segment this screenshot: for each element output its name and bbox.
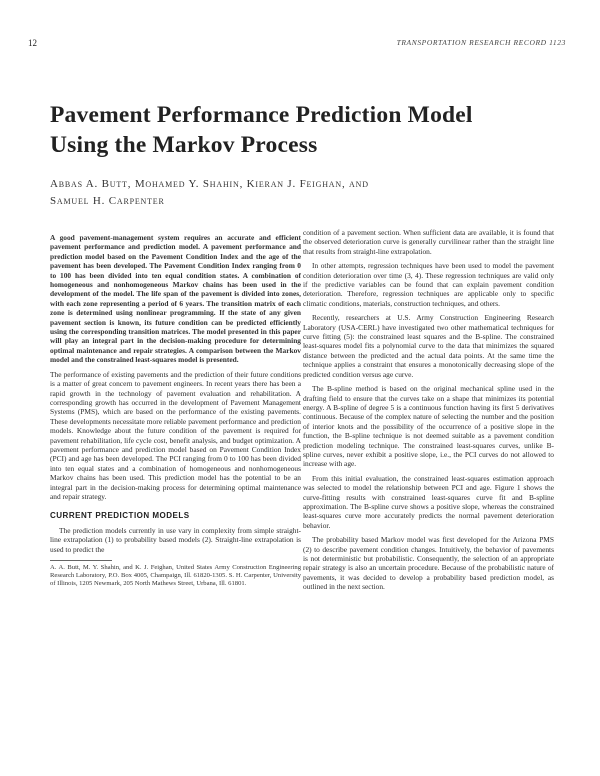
authors-line-1: Abbas A. Butt, Mohamed Y. Shahin, Kieran J. Feighan, and (50, 178, 369, 190)
title-line-2: Using the Markov Process (50, 132, 318, 158)
prediction-models-paragraph: The prediction models currently in use vary in complexity from simple straight-line extrapolation (1) to probability based models (2). Straight-line extrapolation is used to predict the (50, 525, 301, 554)
running-head: TRANSPORTATION RESEARCH RECORD 1123 (396, 38, 566, 47)
section-heading-current-prediction-models: CURRENT PREDICTION MODELS (50, 511, 190, 521)
intro-paragraph: The performance of existing pavements and the prediction of their future conditions is a matter of great concern to pavement engineers. In recent years there has been a rapid growth in the technology of pavement evaluation and rehabilitation. A corresponding growth has occurred in the development of Pavement Management Systems (PMS), which are based on the performance of the existing pavements. These developments necessitate more reliable pavement performance and prediction models. Knowledge about the future condition of the pavement is required for pavement rehabilitation, life cycle cost, benefit analysis, and budget optimization. A pavement performance and prediction model based on Pavement Condition Index (PCI) and age has been developed. The PCI ranging from 0 to 100 has been divided into ten equal states and a combination of homogeneous and nonhomogeneous Markov chains has been used. This prediction model has the potential to be an integral part in the decision-making process for determining optimal maintenance and repair strategy. (50, 369, 301, 501)
abstract: A good pavement-management system requires an accurate and efficient pavement performance and prediction model. A pavement performance and prediction model based on the Pavement Condition Index and the age of the pavement has been developed. The Pavement Condition Index ranging from 0 to 100 has been divided into ten equal condition states. A combination of homogeneous and nonhomogeneous Markov chains has been used in the development of the model. The life span of the pavement is divided into zones, with each zone representing a period of 6 years. The transition matrix of each zone is determined using nonlinear programming. If the state of any given pavement section is known, its future condition can be predicted efficiently using the corresponding transition matrices. The model presented in this paper will play an integral part in the decision-making procedure for determining optimal maintenance and repair strategies. A comparison between the Markov model and the constrained least-squares model is presented. (50, 233, 301, 365)
right-paragraph-3: Recently, researchers at U.S. Army Construction Engineering Research Laboratory (USA-CERL) have investigated two other mathematical techniques for curve fitting (5): the constrained least squares and the B-spline. The constrained least-squares model fits a polynomial curve to the data that minimizes the squared distance between the predicted and the actual data points. At the same time the technique applies a constraint that ensures a monotonically decreasing slope of the predicted condition versus age curve. (303, 313, 554, 379)
right-paragraph-1: condition of a pavement section. When sufficient data are available, it is found that the observed deterioration curve is generally curvilinear rather than the straight line that results from straight-line extrapolation. (303, 228, 554, 256)
author-list (50, 176, 550, 210)
right-column (303, 228, 554, 597)
left-column (50, 233, 301, 589)
title-line-1: Pavement Performance Prediction Model (50, 102, 473, 128)
footnote-rule (50, 560, 112, 561)
author-affiliation-footnote: A. A. Butt, M. Y. Shahin, and K. J. Feighan, United States Army Construction Engineering Research Laboratory, P.O. Box 4005, Champaign, Ill. 61820-1305. S. H. Carpenter, University of Illinois, 1205 Newmark, 205 North Mathews Street, Urbana, Ill. 61801. (50, 564, 301, 588)
right-paragraph-5: From this initial evaluation, the constrained least-squares estimation approach was selected to model the relationship between PCI and age. Figure 1 shows the curve-fitting results with constrained least-squares curve fit and B-spline approximation. The B-spline curve shows a positive slope, whereas the constrained least-squares curve more accurately predicts the normal pavement deterioration behavior. (303, 473, 554, 530)
right-paragraph-4: The B-spline method is based on the original mechanical spline used in the drafting field to ensure that the curves take on a shape that minimizes its potential energy. A B-spline of degree 5 is a continuous function having its first 5 derivatives continuous. Because of the complex nature of selecting the number and the position of interior knots and the possibility of the occurrence of a positive slope in the function, the B-spline technique is not deemed suitable as a pavement condition prediction modeling technique. The constrained least-squares curves, unlike B-spline curves, never exhibit a positive slope, i.e., the PCI curves do not allowed to increase with age. (303, 384, 554, 469)
right-paragraph-2: In other attempts, regression techniques have been used to model the pavement condition deterioration over time (3, 4). These regression techniques are valid only if the predictive variables can be found that can explain pavement condition deterioration. Therefore, regression techniques are applicable only to specific climatic conditions, materials, construction techniques, and others. (303, 261, 554, 308)
page-number: 12 (28, 38, 37, 48)
article-title (50, 100, 560, 160)
right-paragraph-6: The probability based Markov model was first developed for the Arizona PMS (2) to describe pavement condition changes. Intuitively, the behavior of pavements is not deterministic but probabilistic. Consequently, the selection of an appropriate repair strategy is also an uncertain procedure. Because of the probabilistic nature of pavements, it was decided to develop a probability based prediction model, as outlined in the next section. (303, 535, 554, 592)
authors-line-2: Samuel H. Carpenter (50, 195, 165, 207)
